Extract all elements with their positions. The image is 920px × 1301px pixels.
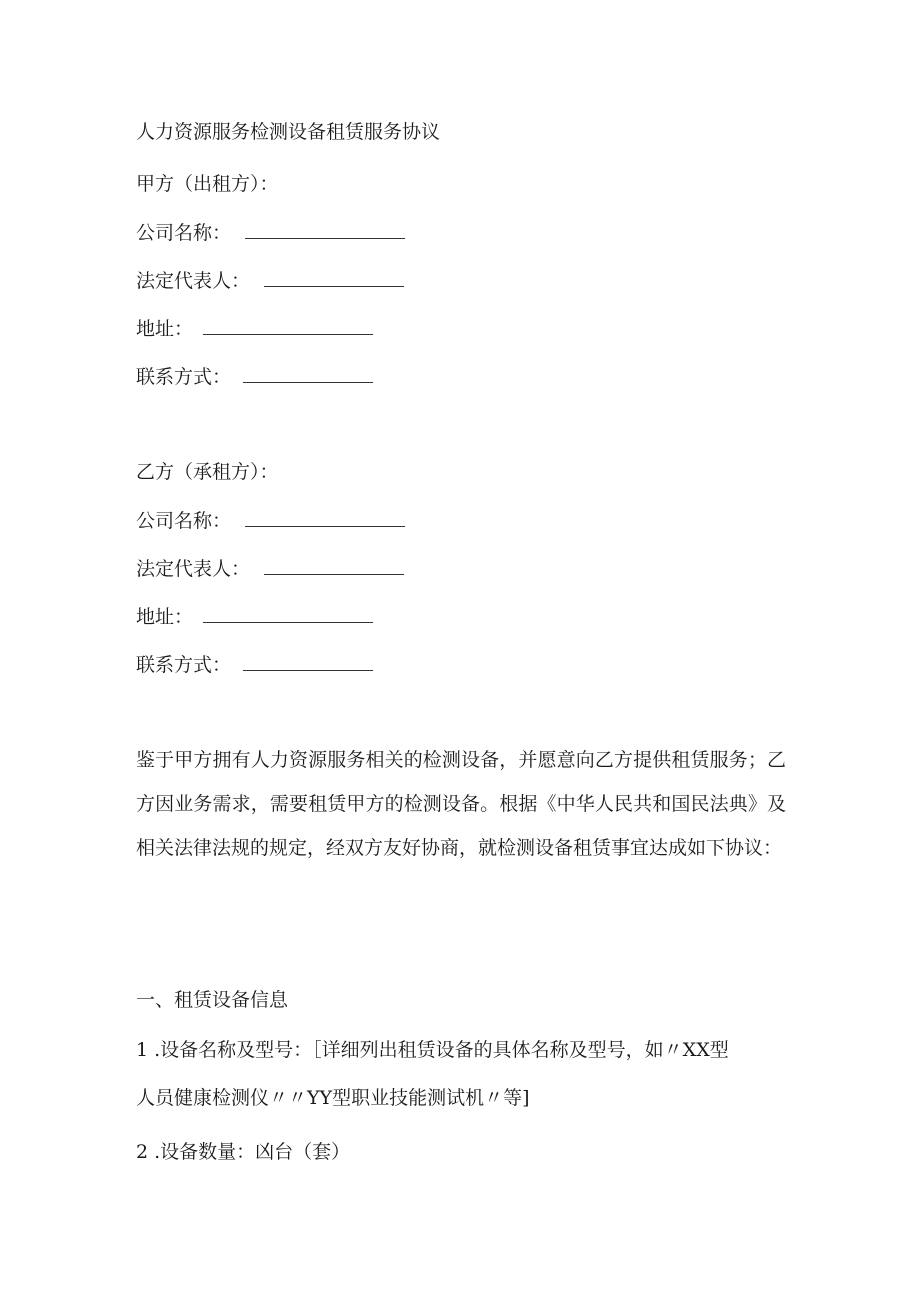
party-b-address-row — [136, 604, 373, 629]
party-b-company-blank — [245, 508, 405, 527]
party-a-address-label: 地址： — [136, 318, 194, 340]
party-a-rep-label: 法定代表人： — [136, 270, 251, 292]
party-a-contact-label: 联系方式： — [136, 366, 232, 388]
party-b-company-row — [136, 508, 405, 533]
party-a-address-blank — [203, 316, 373, 335]
party-a-contact-blank — [243, 364, 373, 383]
party-a-company-blank — [245, 220, 405, 239]
party-a-company-row — [136, 220, 405, 245]
party-b-rep-blank — [264, 556, 404, 575]
party-a-address-row — [136, 316, 373, 341]
party-a-heading: 甲方（出租方）： — [136, 173, 279, 195]
preamble-paragraph: 鉴于甲方拥有人力资源服务相关的检测设备，并愿意向乙方提供租赁服务；乙方因业务需求，需要租赁甲方的检测设备。根据《中华人民共和国民法典》及相关法律法规的规定，经双方友好协商，就检测设备租赁事宜达成如下协议： — [136, 749, 786, 859]
party-b-company-label: 公司名称： — [136, 510, 232, 532]
section-1-item-1-line-2: 人员健康检测仪〃〃YY型职业技能测试机〃等] — [136, 1087, 530, 1109]
section-1-heading: 一、租赁设备信息 — [136, 989, 289, 1011]
party-b-rep-row — [136, 556, 404, 581]
party-a-company-label: 公司名称： — [136, 222, 232, 244]
party-b-contact-label: 联系方式： — [136, 654, 232, 676]
party-b-contact-blank — [243, 652, 373, 671]
party-b-address-blank — [203, 604, 373, 623]
party-a-contact-row — [136, 364, 373, 389]
section-1-item-2: 2 .设备数量：凶台（套） — [136, 1141, 351, 1163]
document-title: 人力资源服务检测设备租赁服务协议 — [136, 121, 441, 143]
party-b-rep-label: 法定代表人： — [136, 558, 251, 580]
party-b-heading: 乙方（承租方）： — [136, 461, 279, 483]
party-a-rep-row — [136, 268, 404, 293]
party-b-address-label: 地址： — [136, 606, 194, 628]
party-a-rep-blank — [264, 268, 404, 287]
section-1-item-1-line-1: 1 .设备名称及型号：［详细列出租赁设备的具体名称及型号，如〃XX型 — [136, 1039, 729, 1061]
party-b-contact-row — [136, 652, 373, 677]
